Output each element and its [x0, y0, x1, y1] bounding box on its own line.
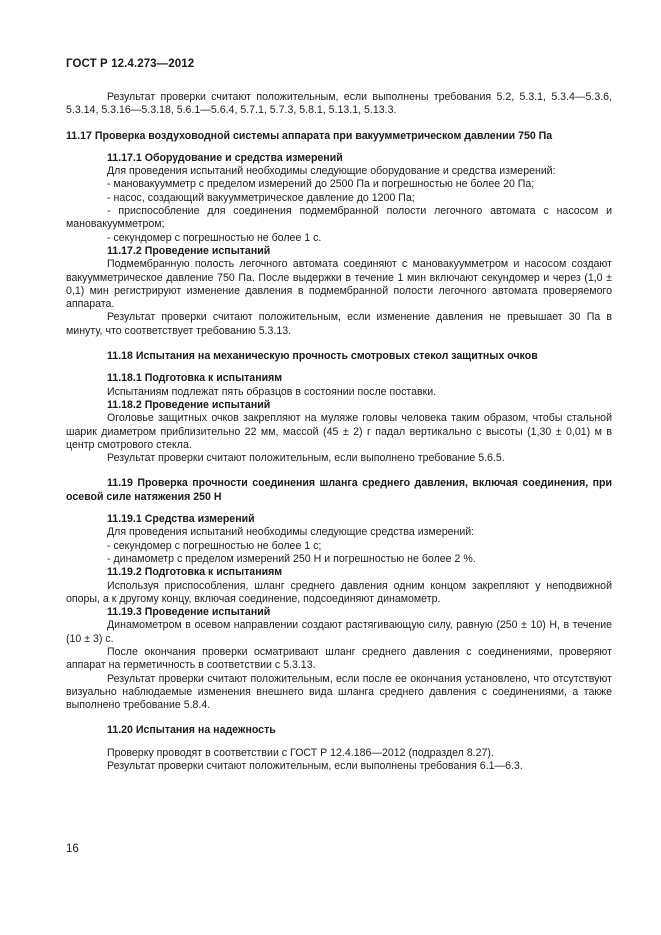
paragraph: Результат проверки считают положительным, если выполнено требование 5.6.5.: [107, 452, 505, 465]
list-item: - приспособление для соединения подмембранной полости легочного автомата с насосом и мановакуумметром;: [66, 205, 612, 231]
list-item: - динамометр с пределом измерений 250 Н и погрешностью не более 2 %.: [107, 552, 476, 565]
paragraph: Оголовье защитных очков закрепляют на муляже головы человека таким образом, чтобы стальной шарик диаметром приблизительно 22 мм, массой (45 ± 2) г падал вертикально с высоты (1,30 ± 0,01) м в центр смотрового стекла.: [66, 412, 612, 451]
section-heading-11-20: 11.20 Испытания на надежность: [107, 724, 276, 737]
paragraph: Динамометром в осевом направлении создают растягивающую силу, равную (250 ± 10) Н, в течение (10 ± 3) с.: [66, 619, 612, 645]
paragraph: Результат проверки считают положительным, если выполнены требования 6.1—6.3.: [107, 760, 523, 773]
paragraph: Для проведения испытаний необходимы следующие оборудование и средства измерений:: [107, 165, 556, 178]
document-header: ГОСТ Р 12.4.273—2012: [66, 58, 195, 70]
list-item: - насос, создающий вакуумметрическое давление до 1200 Па;: [107, 191, 415, 204]
section-heading-11-18: 11.18 Испытания на механическую прочность смотровых стекол защитных очков: [107, 350, 538, 363]
subsection-heading: 11.19.2 Подготовка к испытаниям: [107, 566, 283, 579]
paragraph: После окончания проверки осматривают шланг среднего давления с соединениями, проверяют аппарат на герметичность в соответствии с 5.3.13.: [66, 645, 612, 672]
list-item: - мановакуумметр с пределом измерений до 2500 Па и погрешностью не более 20 Па;: [107, 178, 535, 191]
page-number: 16: [66, 843, 79, 855]
subsection-heading: 11.17.2 Проведение испытаний: [107, 244, 271, 257]
subsection-heading: 11.19.3 Проведение испытаний: [107, 606, 271, 619]
subsection-heading: 11.17.1 Оборудование и средства измерений: [107, 151, 343, 164]
document-body: [66, 91, 612, 773]
paragraph: Испытаниям подлежат пять образцов в состоянии после поставки.: [107, 385, 437, 398]
paragraph: Результат проверки считают положительным, если после ее окончания установлено, что отсутствуют визуально наблюдаемые изменения внешнего вида шланга среднего давления с соединениями, а также выполнено требование 5.8.4.: [66, 672, 612, 712]
paragraph: Используя приспособления, шланг среднего давления одним концом закрепляют у неподвижной опоры, а к другому концу, включая соединение, подсоединяют динамометр.: [66, 579, 612, 605]
paragraph: Результат проверки считают положительным, если выполнены требования 5.2, 5.3.1, 5.3.4—5.3.6, 5.3.14, 5.3.16—5.3.18, 5.6.1—5.6.4, 5.7.1, 5.7.3, 5.8.1, 5.13.1, 5.13.3.: [66, 91, 612, 117]
subsection-heading: 11.18.2 Проведение испытаний: [107, 398, 271, 411]
paragraph: Проверку проводят в соответствии с ГОСТ Р 12.4.186—2012 (подраздел 8.27).: [107, 746, 494, 759]
list-item: - секундомер с погрешностью не более 1 с;: [107, 539, 322, 552]
section-heading-11-17: 11.17 Проверка воздуховодной системы аппарата при вакуумметрическом давлении 750 Па: [66, 129, 553, 142]
paragraph: Результат проверки считают положительным, если изменение давления не превышает 30 Па в минуту, что соответствует требованию 5.3.13.: [66, 311, 612, 337]
paragraph: Подмембранную полость легочного автомата соединяют с мановакуумметром и насосом создают вакуумметрическое давление 750 Па. После выдержки в течение 1 мин включают секундомер и через (1,0 ± 0,1) мин регистрируют изменение давления в подмембранной полости легочного автомата проверяемого аппарата.: [66, 258, 612, 311]
paragraph: Для проведения испытаний необходимы следующие средства измерений:: [107, 526, 475, 539]
list-item: - секундомер с погрешностью не более 1 с.: [107, 231, 322, 244]
subsection-heading: 11.19.1 Средства измерений: [107, 513, 255, 526]
section-heading-11-19: 11.19 Проверка прочности соединения шланга среднего давления, включая соединения, при осевой силе натяжения 250 Н: [66, 477, 612, 503]
subsection-heading: 11.18.1 Подготовка к испытаниям: [107, 372, 283, 385]
